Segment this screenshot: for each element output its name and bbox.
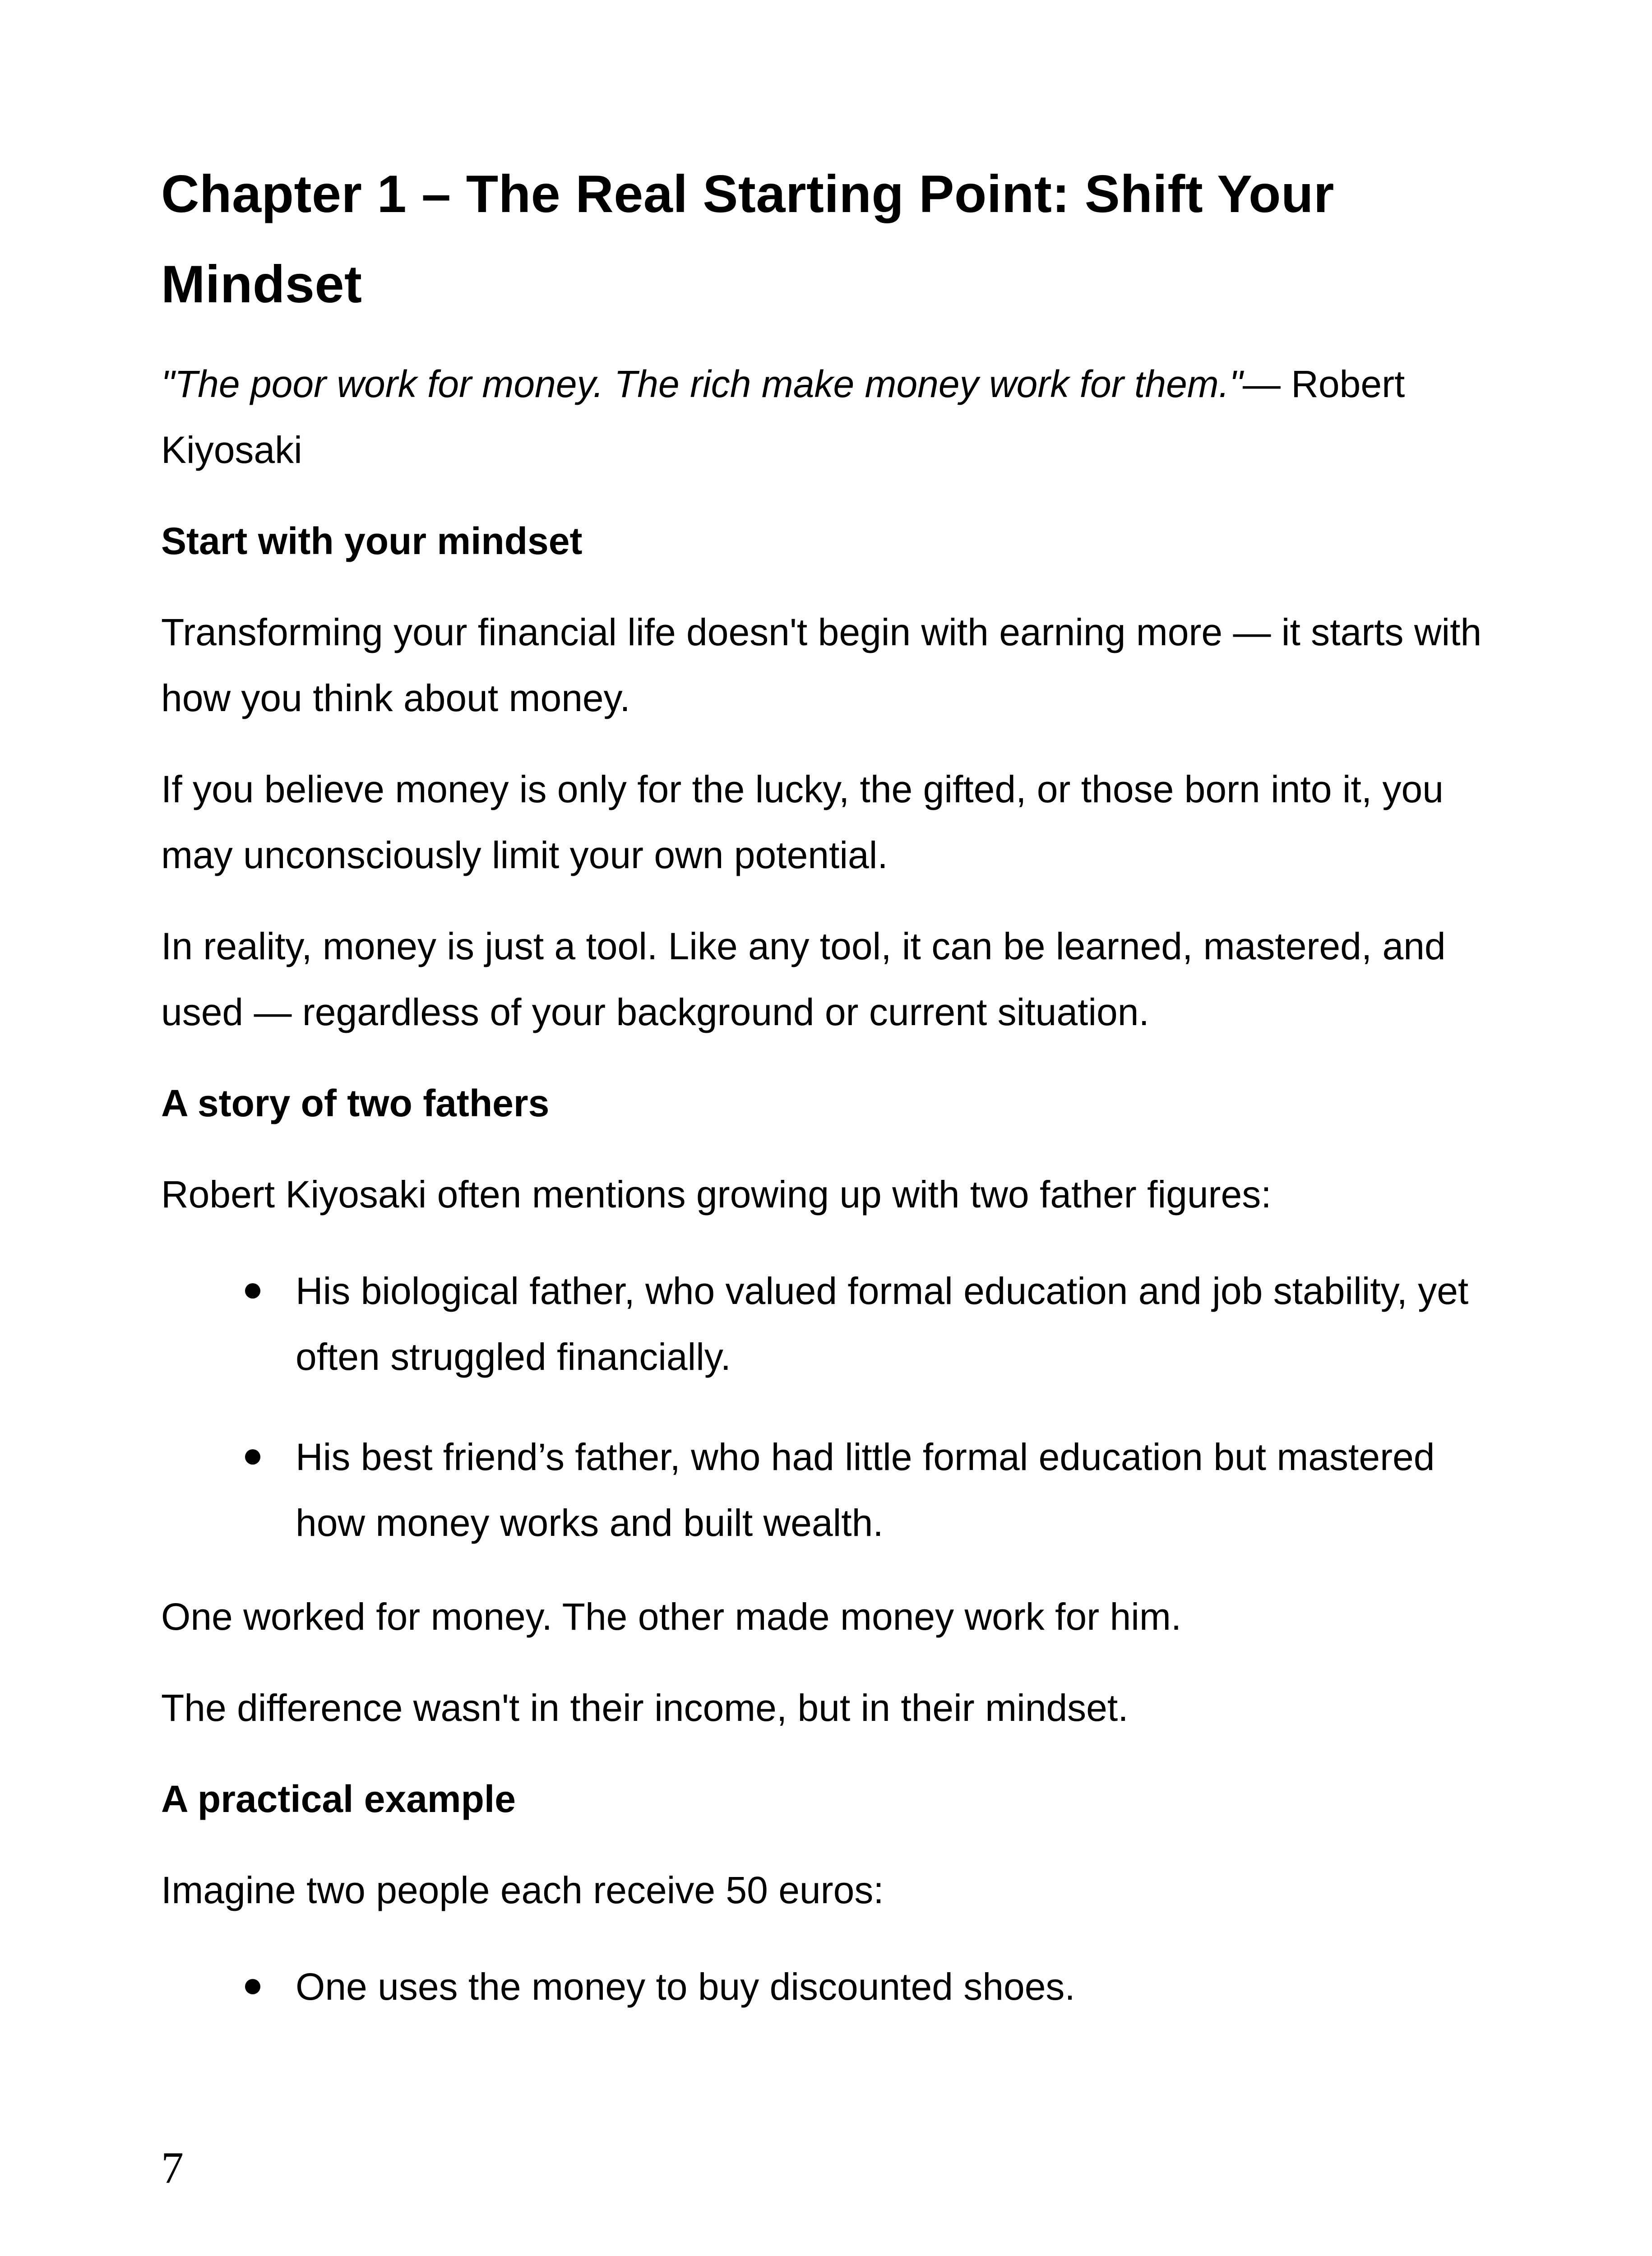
list-item (161, 1424, 1501, 1556)
list-item-text: His best friend’s father, who had little formal education but mastered how money works and built wealth. (296, 1436, 1435, 1544)
paragraph: Robert Kiyosaki often mentions growing up with two father figures: (161, 1173, 1272, 1216)
section-heading-practical-example: A practical example (161, 1778, 516, 1820)
list-item-text: One uses the money to buy discounted shoes. (296, 1965, 1075, 2008)
quote-attribution: — Robert Kiyosaki (161, 363, 1405, 471)
section-heading-mindset: Start with your mindset (161, 520, 583, 562)
paragraph: One worked for money. The other made money work for him. (161, 1595, 1182, 1638)
epigraph-quote (161, 351, 1501, 483)
quote-text: "The poor work for money. The rich make money work for them." (161, 363, 1243, 405)
chapter-title: Chapter 1 – The Real Starting Point: Shift Your Mindset (161, 164, 1334, 314)
paragraph: If you believe money is only for the lucky, the gifted, or those born into it, you may unconsciously limit your own potential. (161, 768, 1444, 876)
bullet-icon (245, 1979, 260, 1994)
list-item-text: His biological father, who valued formal education and job stability, yet often struggled financially. (296, 1270, 1469, 1378)
paragraph: The difference wasn't in their income, but in their mindset. (161, 1687, 1129, 1729)
paragraph: Transforming your financial life doesn't begin with earning more — it starts with how you think about money. (161, 611, 1482, 719)
list-item (161, 1258, 1501, 1390)
page-number: 7 (161, 2143, 184, 2193)
bullet-list-fathers (161, 1258, 1501, 1556)
paragraph: Imagine two people each receive 50 euros: (161, 1869, 884, 1911)
bullet-icon (245, 1283, 260, 1299)
paragraph: In reality, money is just a tool. Like any tool, it can be learned, mastered, and used — regardless of your background or current situation. (161, 925, 1446, 1033)
section-heading-two-fathers: A story of two fathers (161, 1082, 550, 1124)
page-content (161, 149, 1501, 2020)
bullet-icon (245, 1449, 260, 1465)
list-item (161, 1954, 1501, 2020)
bullet-list-example (161, 1954, 1501, 2020)
